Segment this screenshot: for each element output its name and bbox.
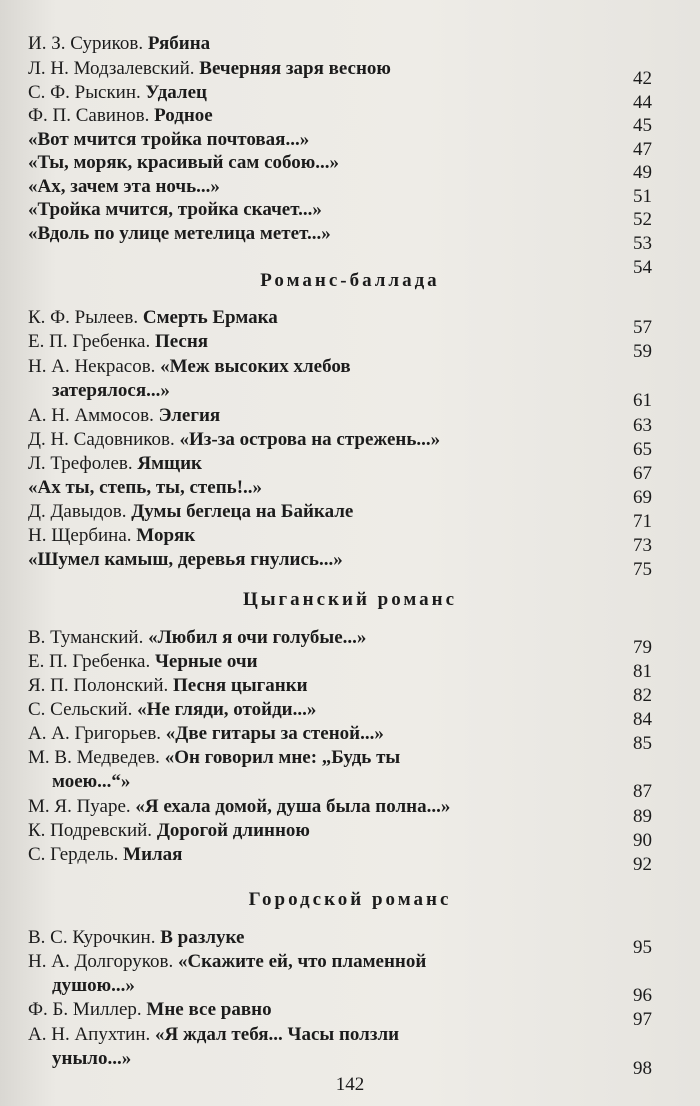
- entry-author: Д. Н. Садовников.: [28, 429, 175, 450]
- section-heading: Романс-баллада: [260, 270, 440, 291]
- entry-title: Ямщик: [137, 453, 202, 474]
- entry-page-number: 82: [633, 685, 652, 706]
- entry-title: Думы беглеца на Байкале: [131, 501, 354, 522]
- entry-title: Милая: [123, 844, 183, 865]
- toc-entry: [28, 246, 652, 270]
- entry-page-number: 96: [633, 985, 652, 1006]
- entry-title: душою...»: [52, 975, 135, 996]
- entry-page-number: 73: [633, 535, 652, 556]
- toc-entry: [28, 151, 652, 175]
- entry-title: «Две гитары за стеной...»: [165, 723, 384, 744]
- toc-entry: [28, 32, 652, 56]
- toc-entry: [28, 306, 652, 330]
- toc-entry: [28, 795, 652, 819]
- toc-entry: [28, 404, 652, 428]
- entry-page-number: 89: [633, 806, 652, 827]
- entry-page-number: 67: [633, 463, 652, 484]
- entry-page-number: 71: [633, 511, 652, 532]
- entry-page-number: 75: [633, 559, 652, 580]
- toc-entry: [28, 1023, 652, 1047]
- entry-title: «Вдоль по улице метелица метет...»: [28, 223, 331, 244]
- toc-entry: [28, 770, 676, 794]
- entry-author: Л. Н. Модзалевский.: [28, 58, 195, 79]
- entry-author: Е. П. Гребенка.: [28, 651, 151, 672]
- entry-title: «Он говорил мне: „Будь ты: [164, 747, 401, 768]
- entry-title: «Из-за острова на стрежень...»: [179, 429, 441, 450]
- toc-entry: [28, 722, 652, 746]
- entry-page-number: 51: [633, 186, 652, 207]
- page-folio: 142: [335, 1074, 365, 1095]
- entry-page-number: 85: [633, 733, 652, 754]
- entry-page-number: 61: [633, 390, 652, 411]
- entry-page-number: 84: [633, 709, 652, 730]
- entry-page-number: 98: [633, 1058, 652, 1079]
- toc-entry: [28, 674, 652, 698]
- entry-title: Рябина: [147, 33, 211, 54]
- toc-entry: [28, 330, 652, 354]
- entry-title: «Ах, зачем эта ночь...»: [28, 176, 220, 197]
- entry-page-number: 65: [633, 439, 652, 460]
- entry-title: «Скажите ей, что пламенной: [177, 951, 427, 972]
- entry-page-number: 47: [633, 139, 652, 160]
- entry-title: Элегия: [158, 405, 221, 426]
- toc-entry: [28, 222, 652, 246]
- entry-page-number: 52: [633, 209, 652, 230]
- entry-page-number: 69: [633, 487, 652, 508]
- toc-entry: [28, 57, 652, 81]
- entry-title: «Не гляди, отойди...»: [137, 699, 317, 720]
- toc-entry: [28, 698, 652, 722]
- toc-entry: [28, 1047, 676, 1071]
- entry-title: Родное: [154, 105, 213, 126]
- entry-author: В. Туманский.: [28, 627, 144, 648]
- entry-author: Л. Трефолев.: [28, 453, 133, 474]
- toc-entry: [28, 128, 652, 152]
- toc-entry: [28, 524, 652, 548]
- entry-author: Ф. П. Савинов.: [28, 105, 150, 126]
- entry-author: В. С. Курочкин.: [28, 927, 156, 948]
- entry-page-number: 95: [633, 937, 652, 958]
- entry-title: «Любил я очи голубые...»: [148, 627, 367, 648]
- toc-entry: [28, 476, 652, 500]
- toc-entry: [28, 650, 652, 674]
- entry-title: «Я ехала домой, душа была полна...»: [135, 796, 451, 817]
- entry-title: Смерть Ермака: [142, 307, 278, 328]
- toc-entry: [28, 819, 652, 843]
- entry-title: «Ах ты, степь, ты, степь!..»: [28, 477, 263, 498]
- toc-entry: [28, 548, 652, 572]
- entry-page-number: 45: [633, 115, 652, 136]
- entry-author: М. В. Медведев.: [28, 747, 160, 768]
- entry-title: «Меж высоких хлебов: [160, 356, 351, 377]
- entry-author: Н. А. Долгоруков.: [28, 951, 174, 972]
- entry-page-number: 59: [633, 341, 652, 362]
- toc-entry: [28, 500, 652, 524]
- entry-page-number: 54: [633, 257, 652, 278]
- entry-title: «Тройка мчится, тройка скачет...»: [28, 199, 322, 220]
- entry-title: «Я ждал тебя... Часы ползли: [155, 1024, 400, 1045]
- entry-page-number: 63: [633, 415, 652, 436]
- entry-title: «Ты, моряк, красивый сам собою...»: [28, 152, 340, 173]
- entry-author: Я. П. Полонский.: [28, 675, 169, 696]
- entry-author: А. Н. Апухтин.: [28, 1024, 151, 1045]
- entry-page-number: 57: [633, 317, 652, 338]
- entry-title: Песня: [154, 331, 209, 352]
- entry-author: Е. П. Гребенка.: [28, 331, 151, 352]
- entry-title: моею...“»: [52, 771, 131, 792]
- entry-author: К. Ф. Рылеев.: [28, 307, 139, 328]
- entry-title: В разлуке: [160, 927, 245, 948]
- toc-entry: [28, 626, 652, 650]
- entry-author: Н. Щербина.: [28, 525, 132, 546]
- entry-title: затерялося...»: [52, 380, 170, 401]
- toc-entry: [28, 452, 652, 476]
- entry-page-number: 87: [633, 781, 652, 802]
- entry-page-number: 90: [633, 830, 652, 851]
- entry-title: Вечерняя заря весною: [199, 58, 391, 79]
- entry-author: И. З. Суриков.: [28, 33, 144, 54]
- entry-title: «Шумел камыш, деревья гнулись...»: [28, 549, 343, 570]
- toc-entry: [28, 926, 652, 950]
- entry-author: Ф. Б. Миллер.: [28, 999, 142, 1020]
- toc-entry: [28, 175, 652, 199]
- entry-author: К. Подревский.: [28, 820, 153, 841]
- entry-page-number: 97: [633, 1009, 652, 1030]
- toc-entry: [28, 998, 652, 1022]
- entry-author: С. Гердель.: [28, 844, 119, 865]
- entry-page-number: 81: [633, 661, 652, 682]
- toc-entry: [28, 746, 652, 770]
- toc-entry: [28, 428, 652, 452]
- entry-title: уныло...»: [52, 1048, 132, 1069]
- entry-title: Моряк: [136, 525, 196, 546]
- entry-page-number: 79: [633, 637, 652, 658]
- entry-author: А. Н. Аммосов.: [28, 405, 154, 426]
- toc-entry: [28, 974, 676, 998]
- toc-entry: [28, 104, 652, 128]
- entry-title: Мне все равно: [146, 999, 272, 1020]
- entry-title: Дорогой длинною: [156, 820, 310, 841]
- section-heading: Городской романс: [248, 889, 452, 910]
- entry-title: Черные очи: [154, 651, 258, 672]
- entry-author: М. Я. Пуаре.: [28, 796, 131, 817]
- entry-author: С. Сельский.: [28, 699, 133, 720]
- toc-entry: [28, 81, 652, 105]
- toc-entry: [28, 355, 652, 379]
- entry-page-number: 49: [633, 162, 652, 183]
- entry-page-number: 44: [633, 92, 652, 113]
- toc-entry: [28, 198, 652, 222]
- section-heading: Цыганский романс: [242, 589, 458, 610]
- entry-page-number: 53: [633, 233, 652, 254]
- toc-entry: [28, 843, 652, 867]
- entry-title: «Вот мчится тройка почтовая...»: [28, 129, 310, 150]
- toc-entry: [28, 950, 652, 974]
- entry-author: Н. А. Некрасов.: [28, 356, 156, 377]
- entry-page-number: 42: [633, 68, 652, 89]
- entry-author: С. Ф. Рыскин.: [28, 82, 141, 103]
- entry-title: Песня цыганки: [173, 675, 308, 696]
- toc-entry: [28, 379, 676, 403]
- entry-page-number: 92: [633, 854, 652, 875]
- entry-author: Д. Давыдов.: [28, 501, 127, 522]
- entry-title: Удалец: [145, 82, 207, 103]
- entry-author: А. А. Григорьев.: [28, 723, 162, 744]
